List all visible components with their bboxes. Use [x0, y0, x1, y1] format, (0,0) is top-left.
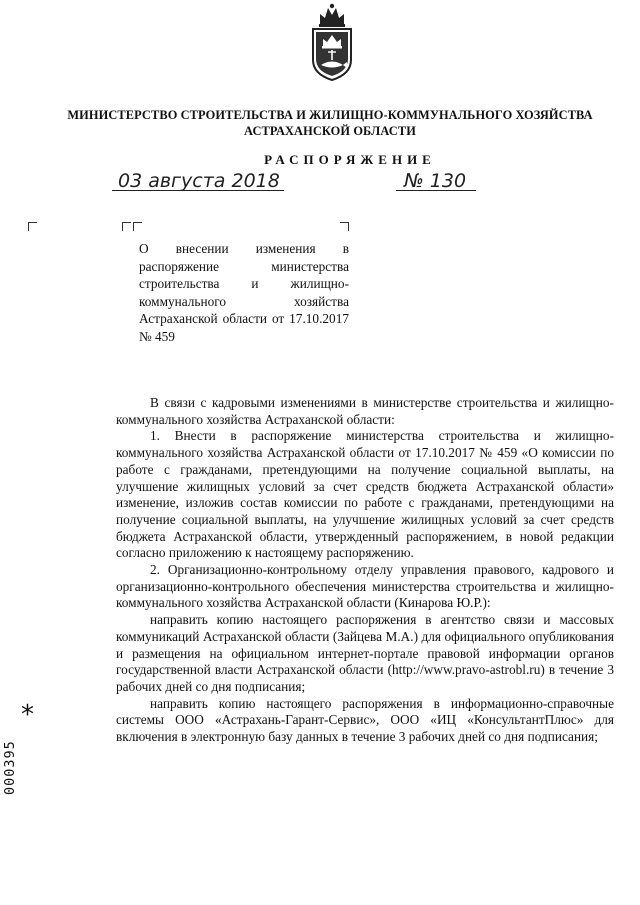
document-subject: О внесении изменения в распоряжение министерства строительства и жилищно-коммунального хозяйства Астраханской области от 17.10.2017 № 459 — [139, 241, 349, 344]
date-underline — [112, 190, 284, 191]
subject-corner-mark — [340, 222, 349, 231]
body-paragraph-2: 2. Организационно-контрольному отделу управления правового, кадрового и организационно-контрольного обеспечения министерства строительства и жилищно-коммунального хозяйства Астраханской области (Кинарова Ю.Р.): — [116, 562, 614, 611]
ministry-name-line2: АСТРАХАНСКОЙ ОБЛАСТИ — [244, 124, 416, 138]
handwritten-date: 03 августа 2018 — [118, 170, 280, 192]
margin-corner-mark — [28, 222, 37, 231]
subject-corner-mark — [133, 222, 142, 231]
number-underline — [396, 190, 476, 191]
body-paragraph-3: направить копию настоящего распоряжения в агентство связи и массовых коммуникаций Астраханской области (Зайцева М.А.) для официального опубликования и размещения на официальном интернет-портале правовой информации органов государственной власти Астраханской области (http://www.pravo-astrobl.ru) в течение 3 рабочих дней со дня подписания; — [116, 612, 614, 694]
document-type-title: РАСПОРЯЖЕНИЕ — [264, 152, 436, 167]
margin-registration-code: 000395 — [2, 740, 18, 795]
ministry-name-line1: МИНИСТЕРСТВО СТРОИТЕЛЬСТВА И ЖИЛИЩНО-КОММУНАЛЬНОГО ХОЗЯЙСТВА — [67, 108, 593, 122]
body-paragraph-1: 1. Внести в распоряжение министерства строительства и жилищно-коммунального хозяйства Астраханской области от 17.10.2017 № 459 «О комиссии по работе с гражданами, претендующими на получение социальной выплаты, на улучшение жилищных условий за счет средств бюджета Астраханской области» изменение, изложив состав комиссии по работе с гражданами, претендующими на получение социальной выплаты, на улучшение жилищных условий за счет средств бюджета Астраханской области, утвержденный распоряжением, в новой редакции согласно приложению к настоящему распоряжению. — [116, 428, 614, 561]
document-body — [116, 395, 614, 746]
body-paragraph-4: направить копию настоящего распоряжения в информационно-справочные системы ООО «Астрахань-Гарант-Сервис», ООО «ИЦ «КонсультантПлюс» для включения в электронную базу данных в течение 3 рабочих дней со дня подписания; — [116, 695, 614, 745]
body-intro: В связи с кадровыми изменениями в министерстве строительства и жилищно-коммунального хозяйства Астраханской области: — [116, 395, 614, 427]
handwritten-number: № 130 — [404, 170, 467, 192]
ministry-name — [60, 107, 600, 139]
subject-corner-mark — [122, 222, 131, 231]
astrakhan-coat-of-arms-icon — [306, 2, 358, 82]
margin-star: * — [21, 700, 34, 730]
